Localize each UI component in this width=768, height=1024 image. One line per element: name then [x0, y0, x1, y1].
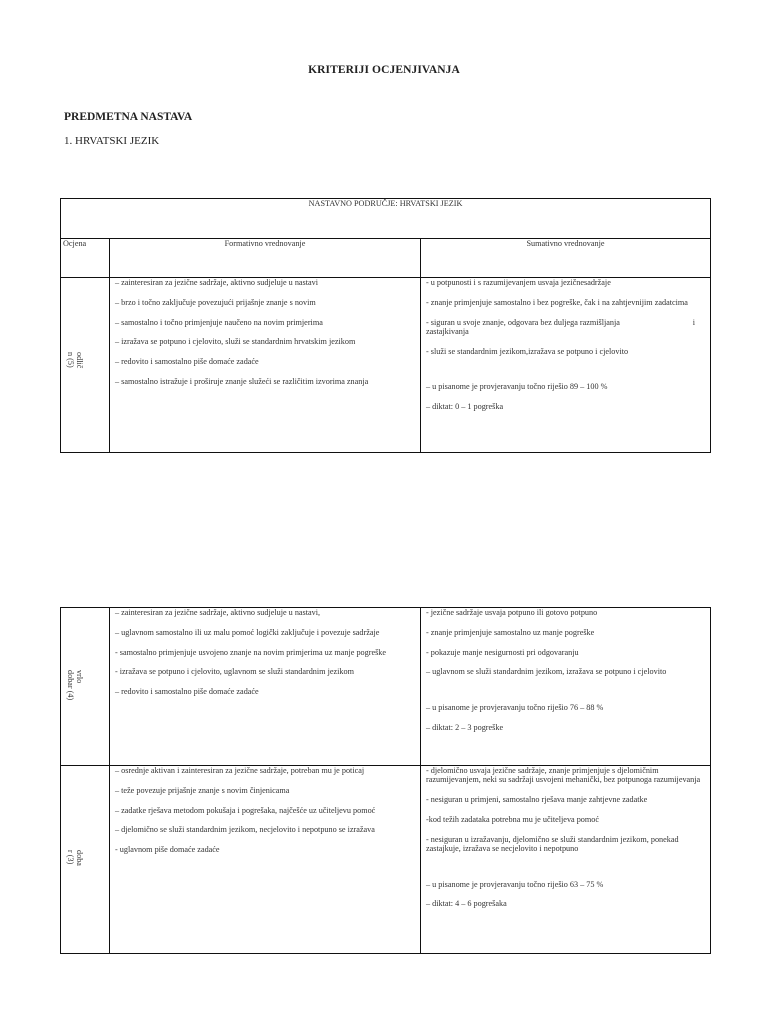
criterion-item: - uglavnom piše domaće zadaće	[115, 845, 220, 855]
criterion-item: - znanje primjenjuje samostalno i bez pogreške, čak i na zahtjevnijim zadatcima	[426, 297, 688, 307]
criterion-item: – u pisanome je provjeravanju točno riješio 63 – 75 %	[426, 879, 604, 889]
criterion-item: – redovito i samostalno piše domaće zadaće	[115, 357, 259, 367]
subject-heading: 1. HRVATSKI JEZIK	[64, 135, 160, 147]
summative-column-header: Sumativno vrednovanje	[421, 239, 711, 278]
grade-row-excellent	[61, 278, 711, 453]
criterion-item: – osrednje aktivan i zainteresiran za jezične sadržaje, potreban mu je poticaj	[115, 766, 365, 775]
document-title: KRITERIJI OCJENJIVANJA	[308, 64, 460, 76]
criterion-item: – diktat: 0 – 1 pogreška	[426, 402, 504, 411]
criterion-item	[421, 318, 710, 327]
formative-criteria	[110, 766, 421, 954]
criterion-item: - znanje primjenjuje samostalno uz manje pogreške	[426, 627, 595, 637]
criterion-item: – samostalno istražuje i proširuje znanje služeći se različitim izvorima znanja	[115, 376, 369, 386]
section-heading: PREDMETNA NASTAVA	[64, 111, 193, 123]
criterion-item: - jezične sadržaje usvaja potpuno ili gotovo potpuno	[426, 608, 598, 617]
criterion-item: – uglavnom se služi standardnim jezikom, izražava se potpuno i cjelovito	[426, 667, 667, 677]
formative-criteria	[110, 278, 421, 453]
summative-criteria	[421, 278, 711, 453]
grade-label-line1: odlič	[75, 352, 84, 369]
criterion-item: – djelomično se služi standardnim jezikom, necjelovito i nepotpuno se izražava	[115, 825, 375, 835]
grading-table	[60, 198, 711, 453]
criterion-item: – zadatke rješava metodom pokušaja i pogrešaka, najčešće uz učiteljevu pomoć	[115, 805, 376, 815]
grade-cell	[61, 278, 110, 453]
area-header: NASTAVNO PODRUČJE: HRVATSKI JEZIK	[61, 199, 711, 239]
criterion-item: - samostalno primjenjuje usvojeno znanje na novim primjerima uz manje pogreške	[115, 647, 387, 657]
grade-row-good	[61, 766, 711, 954]
grade-label-line1: vrlo	[75, 670, 84, 684]
grade-column-header: Ocjena	[61, 239, 110, 278]
criterion-item: – diktat: 2 – 3 pogreške	[426, 722, 504, 732]
formative-criteria	[110, 608, 421, 766]
criterion-item: - nesiguran u primjeni, samostalno rješava manje zahtjevne zadatke	[426, 795, 648, 805]
criterion-item: – zainteresiran za jezične sadržaje, aktivno sudjeluje u nastavi,	[115, 608, 321, 617]
grade-cell	[61, 608, 110, 766]
formative-column-header: Formativno vrednovanje	[110, 239, 421, 278]
criterion-item: - u potpunosti i s razumijevanjem usvaja jezičnesadržaje	[426, 278, 611, 287]
criterion-item: – uglavnom samostalno ili uz malu pomoć logički zaključuje i povezuje sadržaje	[115, 627, 380, 637]
area-header-row	[61, 199, 711, 239]
criterion-item: – diktat: 4 – 6 pogrešaka	[426, 899, 507, 909]
grade-label-line2: n (5)	[66, 352, 75, 368]
criterion-item: – samostalno i točno primjenjuje naučeno na novim primjerima	[115, 317, 323, 327]
criterion-text: - siguran u svoje znanje, odgovara bez duljega razmišljanja	[426, 317, 620, 327]
summative-criteria	[421, 766, 711, 954]
criterion-item: – izražava se potpuno i cjelovito, služi se standardnim hrvatskim jezikom	[115, 337, 356, 347]
criterion-item: – zainteresiran za jezične sadržaje, aktivno sudjeluje u nastavi	[115, 278, 319, 287]
grade-label-line1: doba	[75, 850, 84, 866]
criterion-item: - nesiguran u izražavanju, djelomično se služi standardnim jezikom, ponekad zastajkuje, izražava se necjelovito i nepotpuno	[426, 834, 679, 854]
criterion-item: - izražava se potpuno i cjelovito, uglavnom se služi standardnim jezikom	[115, 667, 354, 677]
criterion-item: – teže povezuje prijašnje znanje s novim činjenicama	[115, 785, 290, 795]
criterion-item: - služi se standardnim jezikom,izražava se potpuno i cjelovito	[426, 346, 629, 356]
criterion-item: -kod težih zadataka potrebna mu je učiteljeva pomoć	[426, 815, 600, 824]
criterion-item: - pokazuje manje nesigurnosti pri odgovaranju	[426, 647, 579, 657]
criterion-item: – u pisanome je provjeravanju točno riješio 76 – 88 %	[426, 702, 604, 712]
grade-row-very-good	[61, 608, 711, 766]
criterion-item: – u pisanome je provjeravanju točno riješio 89 – 100 %	[426, 382, 608, 392]
summative-criteria	[421, 608, 711, 766]
criterion-item: – redovito i samostalno piše domaće zadaće	[115, 687, 259, 697]
criterion-continuation: zastajkivanja	[426, 327, 469, 336]
grade-cell	[61, 766, 110, 954]
criterion-item: - djelomično usvaja jezične sadržaje, znanje primjenjuje s djelomičnim razumijevanjem, neki su sadržaji usvojeni mehanički, bez potpunoga razumijevanja	[426, 766, 701, 785]
criterion-item: – brzo i točno zaključuje povezujući prijašnje znanje s novim	[115, 297, 316, 307]
grade-label-line2: r (3)	[66, 850, 75, 865]
grading-table-continued	[60, 607, 711, 954]
column-header-row	[61, 239, 711, 278]
stray-letter: i	[692, 317, 695, 327]
grade-label-line2: dobar (4)	[66, 670, 75, 701]
